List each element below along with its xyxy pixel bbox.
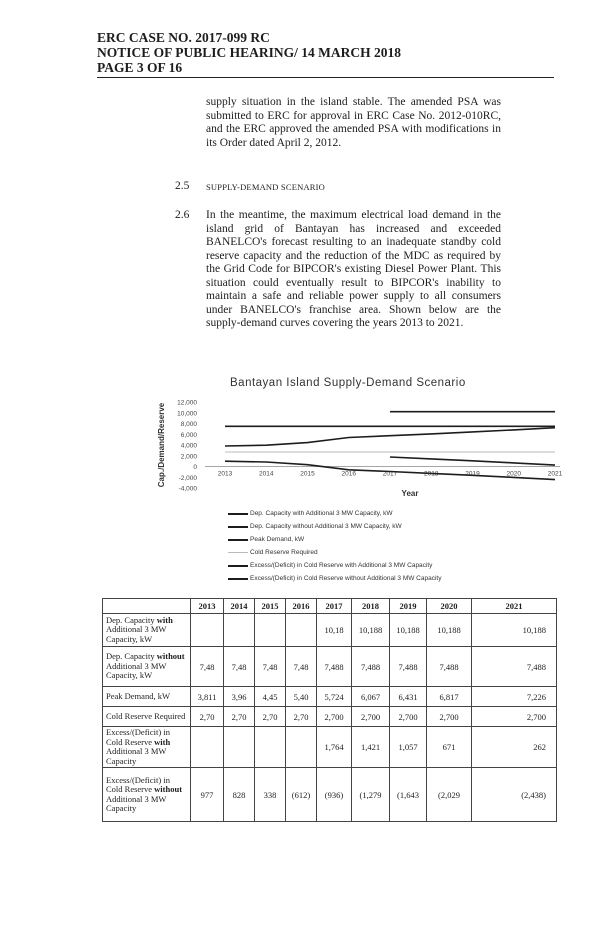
table-header-row [103, 599, 557, 614]
table-cell: (2,438) [472, 768, 557, 822]
table-cell: (1,279 [352, 768, 390, 822]
legend-item: Cold Reserve Required [228, 546, 441, 559]
table-cell: 7,488 [317, 647, 352, 687]
row-label: Dep. Capacity with Additional 3 MW Capacity, kW [103, 614, 191, 647]
table-cell: 4,45 [255, 687, 286, 707]
legend-swatch [228, 565, 248, 567]
legend-swatch [228, 513, 248, 515]
row-label: Cold Reserve Required [103, 707, 191, 727]
table-cell [224, 614, 255, 647]
table-cell [286, 614, 317, 647]
table-cell [255, 614, 286, 647]
table-cell: 977 [191, 768, 224, 822]
table-cell [191, 614, 224, 647]
table-row [103, 614, 557, 647]
x-axis-label: Year [401, 489, 419, 498]
legend-item: Excess/(Deficit) in Cold Reserve without Additional 3 MW Capacity [228, 572, 441, 585]
table-header-cell: 2020 [427, 599, 472, 614]
table-header-cell: 2018 [352, 599, 390, 614]
legend-item: Dep. Capacity with Additional 3 MW Capacity, kW [228, 507, 441, 520]
table-cell: 2,70 [255, 707, 286, 727]
table-header-cell: 2016 [286, 599, 317, 614]
table-cell: 2,700 [472, 707, 557, 727]
row-label: Dep. Capacity without Additional 3 MW Capacity, kW [103, 647, 191, 687]
legend-item: Dep. Capacity without Additional 3 MW Capacity, kW [228, 520, 441, 533]
row-label: Excess/(Deficit) in Cold Reserve without Additional 3 MW Capacity [103, 768, 191, 822]
x-tick-label: 2020 [506, 470, 521, 478]
legend-swatch [228, 578, 248, 580]
table-cell: 1,421 [352, 727, 390, 768]
table-cell: 2,700 [317, 707, 352, 727]
table-cell: 3,811 [191, 687, 224, 707]
table-cell: 10,18 [317, 614, 352, 647]
table-cell: 10,188 [472, 614, 557, 647]
x-tick-label: 2016 [341, 470, 356, 478]
case-number: ERC CASE NO. 2017-099 RC [97, 30, 270, 45]
section-2-6-text: In the meantime, the maximum electrical load demand in the island grid of Bantayan has increased and exceeded BANELCO's forecast resulting to an inadequate standby cold reserve capacity and the reduction of the MDC as required by the Grid Code for BIPCOR's existing Diesel Power Plant. This situation could eventually result to BIPCOR's inability to maintain a safe and reliable power supply to all consumers under BANELCO's franchise area. Shown below are the supply-demand curves covering the years 2013 to 2021. [206, 209, 501, 329]
table-cell: 6,817 [427, 687, 472, 707]
table-cell: (612) [286, 768, 317, 822]
x-tick-label: 2015 [300, 470, 315, 478]
series-line-3 [225, 428, 555, 446]
table-row [103, 707, 557, 727]
legend-swatch [228, 552, 248, 553]
table-cell: 338 [255, 768, 286, 822]
y-tick-label: 2,000 [180, 453, 197, 461]
table-header-cell: 2017 [317, 599, 352, 614]
x-tick-label: 2014 [259, 470, 274, 478]
supply-demand-table [102, 598, 557, 822]
section-2-5-title: SUPPLY-DEMAND SCENARIO [206, 182, 326, 192]
y-tick-label: 8,000 [180, 421, 197, 428]
chart-legend [228, 507, 441, 585]
table-cell: 7,48 [224, 647, 255, 687]
x-tick-label: 2018 [424, 470, 439, 478]
table-cell: (936) [317, 768, 352, 822]
table-cell: 7,488 [352, 647, 390, 687]
row-label: Peak Demand, kW [103, 687, 191, 707]
y-tick-label: -2,000 [178, 474, 197, 482]
table-cell: 5,40 [286, 687, 317, 707]
y-tick-label: 12,000 [177, 399, 197, 407]
table-cell: (1,643 [390, 768, 427, 822]
table-cell: 2,70 [191, 707, 224, 727]
table-cell: 6,067 [352, 687, 390, 707]
y-tick-label: 4,000 [180, 442, 197, 450]
notice-title: NOTICE OF PUBLIC HEARING/ 14 MARCH 2018 [97, 45, 402, 60]
section-2-6-number: 2.6 [175, 209, 190, 221]
row-label: Excess/(Deficit) in Cold Reserve with Additional 3 MW Capacity [103, 727, 191, 768]
table-cell: 7,48 [286, 647, 317, 687]
page-header [97, 30, 552, 75]
table-cell [255, 727, 286, 768]
table-cell: 7,48 [255, 647, 286, 687]
table-cell: 10,188 [352, 614, 390, 647]
table-cell: 3,96 [224, 687, 255, 707]
paragraph-continued: supply situation in the island stable. The amended PSA was submitted to ERC for approval in ERC Case No. 2012-010RC, and the ERC approved the amended PSA with modifications in its Order dated April 2, 2012. [206, 96, 501, 149]
y-tick-label: 0 [193, 464, 197, 471]
supply-demand-chart [150, 392, 570, 504]
table-header-cell: 2021 [472, 599, 557, 614]
table-cell: 2,700 [390, 707, 427, 727]
table-cell: 7,48 [191, 647, 224, 687]
header-rule [97, 77, 554, 78]
x-tick-label: 2019 [465, 470, 480, 478]
page-number: PAGE 3 OF 16 [97, 60, 183, 75]
table-cell [286, 727, 317, 768]
table-row [103, 687, 557, 707]
table-cell: 1,764 [317, 727, 352, 768]
table-header-cell: 2013 [191, 599, 224, 614]
table-cell: 10,188 [427, 614, 472, 647]
table-cell: 2,70 [286, 707, 317, 727]
table-cell: 6,431 [390, 687, 427, 707]
section-2-5-number: 2.5 [175, 180, 190, 192]
x-tick-label: 2021 [547, 470, 563, 478]
series-line-5 [390, 457, 555, 465]
table-cell: 671 [427, 727, 472, 768]
table-cell: 7,226 [472, 687, 557, 707]
table-cell: 7,488 [390, 647, 427, 687]
table-cell: 7,488 [472, 647, 557, 687]
table-cell: 2,700 [352, 707, 390, 727]
legend-item: Excess/(Deficit) in Cold Reserve with Additional 3 MW Capacity [228, 559, 441, 572]
table-header-cell [103, 599, 191, 614]
y-tick-label: 6,000 [180, 431, 197, 439]
table-header-cell: 2014 [224, 599, 255, 614]
legend-item: Peak Demand, kW [228, 533, 441, 546]
table-cell: 7,488 [427, 647, 472, 687]
table-cell: 828 [224, 768, 255, 822]
table-cell [191, 727, 224, 768]
table-row [103, 647, 557, 687]
table-header-cell: 2019 [390, 599, 427, 614]
legend-swatch [228, 526, 248, 528]
table-cell: (2,029 [427, 768, 472, 822]
chart-title: Bantayan Island Supply-Demand Scenario [230, 377, 466, 389]
table-cell: 1,057 [390, 727, 427, 768]
table-row [103, 727, 557, 768]
x-tick-label: 2017 [382, 470, 398, 478]
table-row [103, 768, 557, 822]
y-tick-label: -4,000 [178, 485, 197, 493]
table-cell: 262 [472, 727, 557, 768]
table-cell: 5,724 [317, 687, 352, 707]
table-cell: 2,70 [224, 707, 255, 727]
table-cell: 10,188 [390, 614, 427, 647]
y-tick-label: 10,000 [177, 410, 197, 418]
y-axis-label: Cap./Demand/Reserve [157, 402, 166, 488]
x-tick-label: 2013 [217, 470, 233, 478]
legend-swatch [228, 539, 248, 541]
table-cell [224, 727, 255, 768]
table-cell: 2,700 [427, 707, 472, 727]
table-header-cell: 2015 [255, 599, 286, 614]
